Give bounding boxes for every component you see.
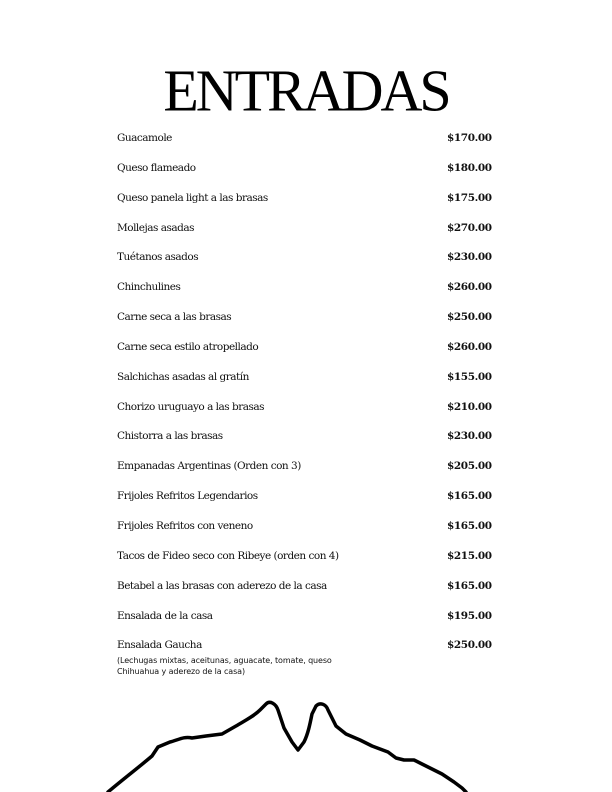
menu-item: [117, 277, 492, 307]
item-name: Mollejas asadas: [117, 221, 195, 234]
item-price: $165.00: [447, 579, 492, 592]
menu-item: [117, 456, 492, 486]
item-name: Salchichas asadas al gratín: [117, 370, 249, 383]
item-name: Carne seca estilo atropellado: [117, 340, 259, 353]
item-price: $165.00: [447, 490, 492, 503]
menu-item: [117, 158, 492, 188]
item-price: $175.00: [447, 191, 492, 204]
menu-item: [117, 516, 492, 546]
menu-item: [117, 247, 492, 277]
item-name: Carne seca a las brasas: [117, 311, 232, 324]
item-price: $250.00: [447, 311, 492, 324]
item-price: $260.00: [447, 340, 492, 353]
item-description: (Lechugas mixtas, aceitunas, aguacate, tomate, queso Chihuahua y aderezo de la casa): [117, 656, 332, 677]
menu-item: [117, 128, 492, 158]
menu-item: [117, 218, 492, 248]
item-name: Tacos de Fideo seco con Ribeye (orden con 4): [117, 549, 339, 562]
item-name: Queso panela light a las brasas: [117, 191, 268, 204]
menu-item: [117, 367, 492, 397]
item-name: Tuétanos asados: [117, 251, 199, 264]
menu-item: [117, 635, 492, 677]
item-price: $195.00: [447, 609, 492, 622]
item-price: $165.00: [447, 519, 492, 532]
item-name: Chistorra a las brasas: [117, 430, 223, 443]
item-price: $260.00: [447, 281, 492, 294]
item-price: $155.00: [447, 370, 492, 383]
menu-item: [117, 486, 492, 516]
item-price: $215.00: [447, 549, 492, 562]
item-price: $230.00: [447, 430, 492, 443]
menu-item: [117, 397, 492, 427]
menu-list: [117, 128, 492, 677]
item-price: $210.00: [447, 400, 492, 413]
item-name: Ensalada de la casa: [117, 609, 213, 622]
item-name: Chinchulines: [117, 281, 181, 294]
item-price: $270.00: [447, 221, 492, 234]
page-title: ENTRADAS: [163, 57, 449, 124]
menu-item: [117, 606, 492, 636]
item-name: Queso flameado: [117, 161, 196, 174]
item-price: $170.00: [447, 132, 492, 144]
item-name: Guacamole: [117, 132, 172, 144]
menu-item: [117, 576, 492, 606]
menu-item: [117, 188, 492, 218]
item-name: Betabel a las brasas con aderezo de la casa: [117, 579, 327, 592]
item-name: Ensalada Gaucha: [117, 639, 202, 652]
item-name: Empanadas Argentinas (Orden con 3): [117, 460, 301, 473]
item-name: Chorizo uruguayo a las brasas: [117, 400, 265, 413]
item-name: Frijoles Refritos Legendarios: [117, 490, 258, 503]
menu-item: [117, 337, 492, 367]
item-price: $180.00: [447, 161, 492, 174]
item-price: $205.00: [447, 460, 492, 473]
item-price: $230.00: [447, 251, 492, 264]
menu-item: [117, 307, 492, 337]
item-name: Frijoles Refritos con veneno: [117, 519, 253, 532]
menu-item: [117, 546, 492, 576]
mountain-illustration: [0, 690, 612, 792]
menu-item: [117, 426, 492, 456]
item-price: $250.00: [447, 639, 492, 652]
